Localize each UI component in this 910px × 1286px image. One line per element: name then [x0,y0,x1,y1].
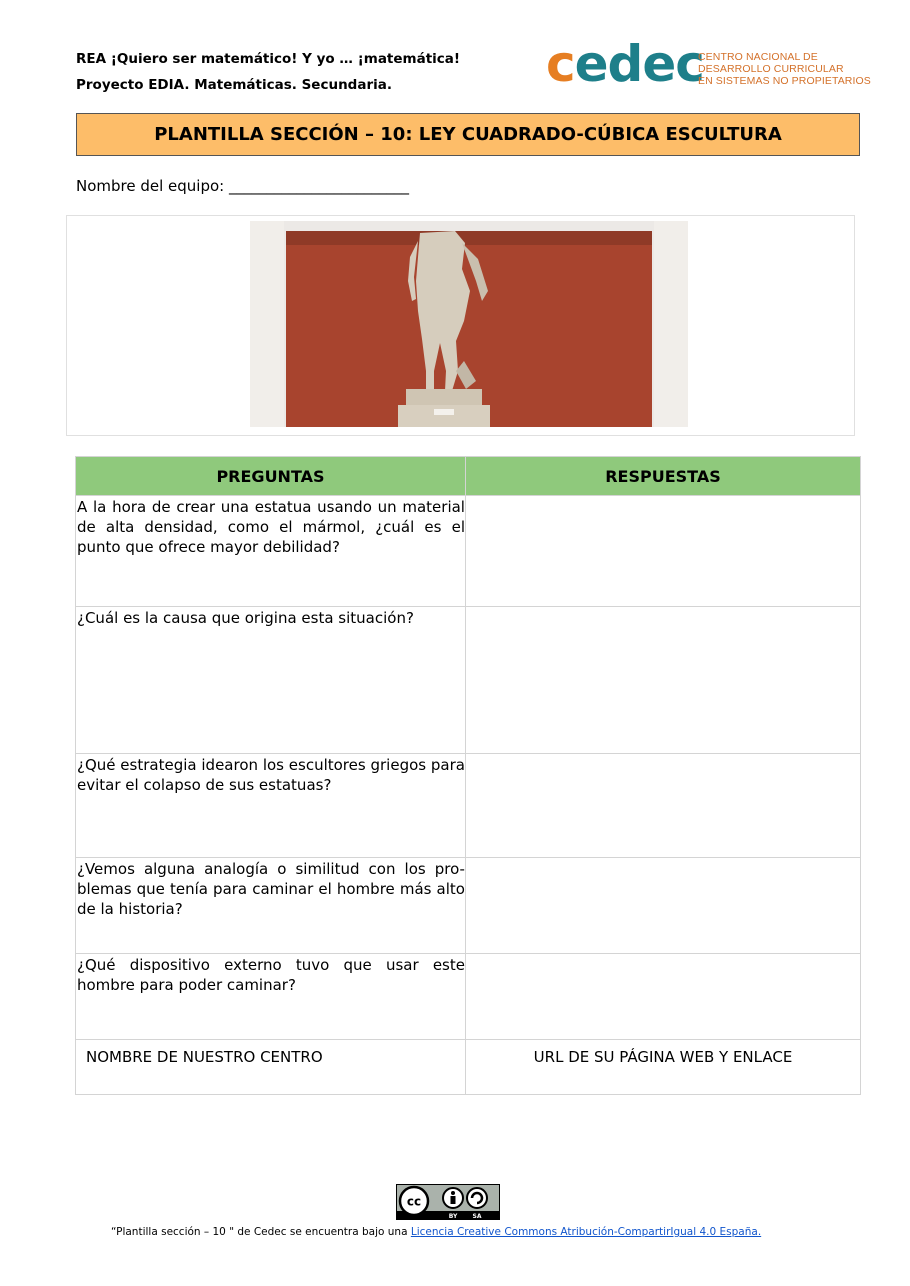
table-row [76,754,861,858]
question-cell: A la hora de crear una estatua usando un material de alta densidad, como el mármol, ¿cuál es el punto que ofrece mayor debilidad? [76,496,466,607]
logo-wordmark: cedec [546,35,704,93]
table-row [76,1040,861,1095]
license-prefix: “Plantilla sección – 10 " de Cedec se encuentra bajo una [111,1226,411,1238]
question-cell: ¿Qué estrategia idearon los escultores griegos para evitar el colapso de sus estatuas? [76,754,466,858]
question-cell: ¿Qué dispositivo externo tuvo que usar este hombre para poder caminar? [76,954,466,1040]
answer-cell[interactable] [465,496,860,607]
badge-label-sa: SA [472,1213,482,1220]
badge-label-by: BY [448,1213,458,1220]
header-line-2: Proyecto EDIA. Matemáticas. Secundaria. [76,77,392,93]
table-row [76,954,861,1040]
answer-cell[interactable] [465,754,860,858]
question-cell: ¿Cuál es la causa que origina esta situación? [76,607,466,754]
answer-cell[interactable] [465,607,860,754]
column-header-preguntas: PREGUNTAS [76,457,466,496]
cc-by-sa-badge-icon [396,1184,500,1220]
questions-table [75,456,861,1095]
table-row [76,496,861,607]
header-line-1: REA ¡Quiero ser matemático! Y yo … ¡matemática! [76,51,461,67]
page-title: PLANTILLA SECCIÓN – 10: LEY CUADRADO-CÚBICA ESCULTURA [76,113,860,156]
team-name-field: Nombre del equipo: ________________________ [76,177,409,195]
column-header-respuestas: RESPUESTAS [465,457,860,496]
logo-subtitle: CENTRO NACIONAL DE DESARROLLO CURRICULAR EN SISTEMAS NO PROPIETARIOS [698,51,871,87]
license-notice [111,1226,761,1238]
table-row [76,858,861,954]
website-url-label: URL DE SU PÁGINA WEB Y ENLACE [465,1040,860,1095]
answer-cell[interactable] [465,954,860,1040]
license-link[interactable]: Licencia Creative Commons Atribución-CompartirIgual 4.0 España. [410,1226,762,1238]
statue-photo [250,221,688,427]
cedec-logo [546,35,876,93]
svg-text:cc: cc [406,1194,422,1209]
table-row [76,607,861,754]
school-name-label: NOMBRE DE NUESTRO CENTRO [76,1040,466,1095]
question-cell: ¿Vemos alguna analogía o similitud con los pro-blemas que tenía para caminar el hombre más alto de la historia? [76,858,466,954]
answer-cell[interactable] [465,858,860,954]
